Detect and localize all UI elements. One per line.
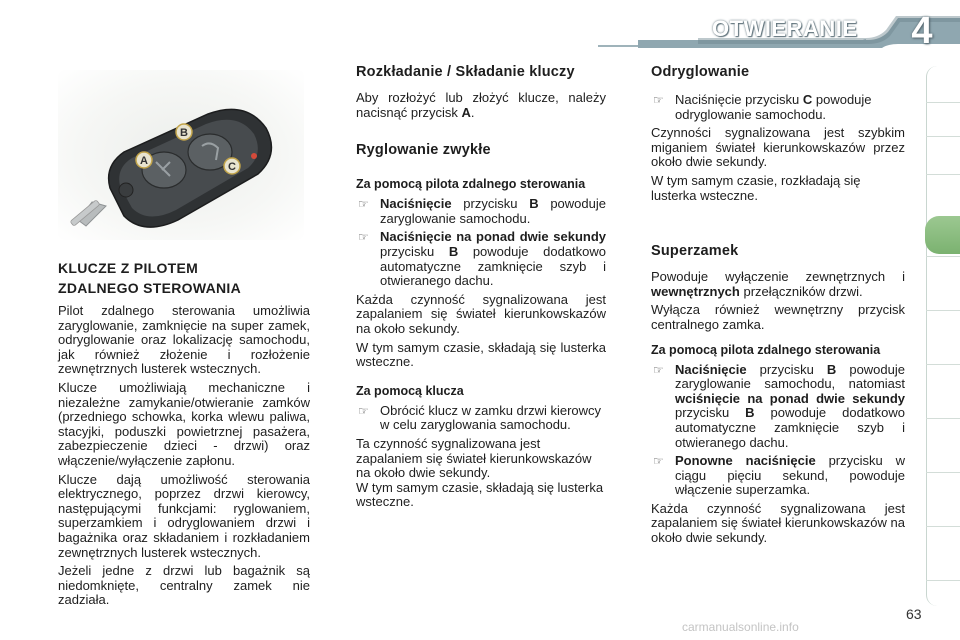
text-run: przełączników drzwi. xyxy=(739,283,863,299)
subheading-key: Za pomocą klucza xyxy=(356,383,464,398)
list-item-text xyxy=(675,454,905,498)
text-run: powoduje dodatkowo automatyczne zamknięcie szyb i otwieranego dachu. xyxy=(380,243,606,289)
text-run: przycisku w ciągu pięciu sekund, powoduje włączenie superzamka. xyxy=(675,453,905,498)
text-run: przycisku xyxy=(380,243,449,259)
list-item xyxy=(651,454,905,498)
text-run: Naciśnięcie xyxy=(380,196,452,212)
subheading-remote: Za pomocą pilota zdalnego sterowania xyxy=(356,177,586,192)
tab-divider xyxy=(926,102,960,103)
column-unlocking-deadlock xyxy=(651,64,905,550)
tab-divider xyxy=(926,364,960,365)
list-item xyxy=(356,230,606,288)
chapter-number: 4 xyxy=(911,10,933,52)
tab-divider xyxy=(926,472,960,473)
chapter-tab-strip xyxy=(926,66,960,606)
tab-chapter-4[interactable] xyxy=(925,216,960,254)
text-run: wewnętrznych xyxy=(651,283,740,299)
key-ref: B xyxy=(529,196,539,212)
paragraph: W tym samym czasie, składają się lusterka wsteczne. xyxy=(356,479,604,510)
key-ref: B xyxy=(448,243,459,259)
text-run: powoduje zaryglowanie samochodu. xyxy=(380,196,606,226)
tab-divider xyxy=(926,310,960,311)
section-heading-folding: Rozkładanie / Składanie kluczy xyxy=(356,64,575,80)
column-keys-remote xyxy=(58,258,310,612)
column-folding-locking xyxy=(356,64,606,514)
heading-line-2: ZDALNEGO STEROWANIA xyxy=(58,280,242,296)
section-heading-deadlock: Superzamek xyxy=(651,243,739,260)
text-run: Powoduje wyłączenie zewnętrznych i xyxy=(651,269,905,285)
paragraph: Każda czynność sygnalizowana jest zapalaniem się świateł kierunkowskazów na około sekundy. xyxy=(356,291,606,336)
paragraph xyxy=(356,91,606,120)
text-run: . xyxy=(470,104,475,120)
hand-pointer-icon: ☞ xyxy=(358,230,369,245)
text-run: Naciśnięcie na ponad dwie sekundy xyxy=(380,229,606,245)
list-item xyxy=(651,93,905,122)
text-run: powoduje dodatkowo automatyczne zamknięcie szyb i otwieranego dachu. xyxy=(675,405,905,450)
key-label-c: C xyxy=(228,161,236,173)
hand-pointer-icon: ☞ xyxy=(653,362,664,377)
paragraph: Każda czynność sygnalizowana jest zapalaniem się świateł kierunkowskazów na około dwie sekundy. xyxy=(651,500,905,546)
key-label-b: B xyxy=(180,127,188,139)
key-label-a: A xyxy=(140,155,148,167)
text-run: przycisku xyxy=(746,361,827,377)
key-ref: A xyxy=(461,104,471,120)
hand-pointer-icon: ☞ xyxy=(653,93,664,107)
paragraph: Jeżeli jedne z drzwi lub bagażnik są niedomknięte, centralny zamek nie zadziała. xyxy=(58,563,310,608)
list-item-text xyxy=(380,230,606,288)
hand-pointer-icon: ☞ xyxy=(358,197,369,212)
paragraph: Klucze umożliwiają mechaniczne i niezależne zamykanie/otwieranie zamków (przedniego schowka, korka wlewu paliwa, stacyjki, poduszki powietrznej pasażera, zabezpieczenie dzieci - drzwi) oraz włączenie/wyłączenie zapłonu. xyxy=(58,379,310,468)
tab-divider xyxy=(926,526,960,527)
text-run: Ponowne naciśnięcie xyxy=(675,453,816,469)
paragraph: Wyłącza również wewnętrzny przycisk centralnego zamka. xyxy=(651,302,905,332)
paragraph: Klucze dają umożliwość sterowania elektrycznego, poprzez drzwi kierowcy, następującymi funkcjami: ryglowaniem, superzamkiem i odryglowaniem drzwi i bagażnika oraz składaniem i rozkładaniem zewnętrznych lusterek wstecznych. xyxy=(58,471,310,560)
list-item xyxy=(356,197,606,226)
page-title: OTWIERANIE xyxy=(712,16,858,41)
list-item-text xyxy=(675,93,905,122)
text-run: powoduje zaryglowanie samochodu, natomiast xyxy=(675,361,905,392)
section-heading-locking: Ryglowanie zwykłe xyxy=(356,142,491,159)
tab-divider xyxy=(926,256,960,257)
text-run: Naciśnięcie xyxy=(675,361,747,377)
paragraph: W tym samym czasie, rozkładają się lusterka wsteczne. xyxy=(651,172,861,203)
paragraph: Czynności sygnalizowana jest szybkim miganiem świateł kierunkowskazów przez około dwie sekundy. xyxy=(651,125,905,170)
list-item-text xyxy=(380,197,606,226)
tab-divider xyxy=(926,174,960,175)
text-run: Aby rozłożyć lub złożyć klucze, należy nacisnąć przycisk xyxy=(356,90,606,120)
paragraph xyxy=(651,270,905,299)
tab-divider xyxy=(926,136,960,137)
tab-divider xyxy=(926,418,960,419)
hand-pointer-icon: ☞ xyxy=(653,454,664,469)
list-item-text xyxy=(675,363,905,451)
paragraph: Ta czynność sygnalizowana jest zapalaniem się świateł kierunkowskazów na około dwie sekundy. xyxy=(356,435,592,481)
paragraph: Pilot zdalnego sterowania umożliwia zaryglowanie, zamknięcie na super zamek, odryglowanie oraz lokalizację samochodu, jak również złożenie i rozłożenie zewnętrznych lusterek wstecznych. xyxy=(58,303,310,377)
tab-divider xyxy=(926,580,960,581)
key-ref: C xyxy=(802,92,813,107)
text-run: wciśnięcie na ponad dwie sekundy xyxy=(675,390,905,406)
key-ref: B xyxy=(826,361,837,377)
hand-pointer-icon: ☞ xyxy=(358,403,369,418)
list-item xyxy=(356,404,606,433)
key-fob-image xyxy=(58,70,304,240)
list-item xyxy=(651,363,905,451)
heading-line-1: KLUCZE Z PILOTEM xyxy=(58,260,199,276)
text-run: przycisku xyxy=(451,196,530,212)
list-item-text: Obrócić klucz w zamku drzwi kierowcy w celu zaryglowania samochodu. xyxy=(380,402,602,433)
section-heading-unlocking: Odryglowanie xyxy=(651,64,750,80)
page-number: 63 xyxy=(906,606,922,622)
text-run: przycisku xyxy=(675,405,746,421)
text-run: Naciśnięcie przycisku xyxy=(675,92,803,107)
section-heading-keys xyxy=(58,258,310,298)
watermark: carmanualsonline.info xyxy=(682,620,799,634)
key-ref: B xyxy=(745,405,755,421)
subheading-remote: Za pomocą pilota zdalnego sterowania xyxy=(651,342,881,357)
text-run: powoduje odryglowanie samochodu. xyxy=(675,92,872,122)
tab-strip-edge xyxy=(926,66,937,606)
paragraph: W tym samym czasie, składają się lusterka wsteczne. xyxy=(356,339,606,370)
